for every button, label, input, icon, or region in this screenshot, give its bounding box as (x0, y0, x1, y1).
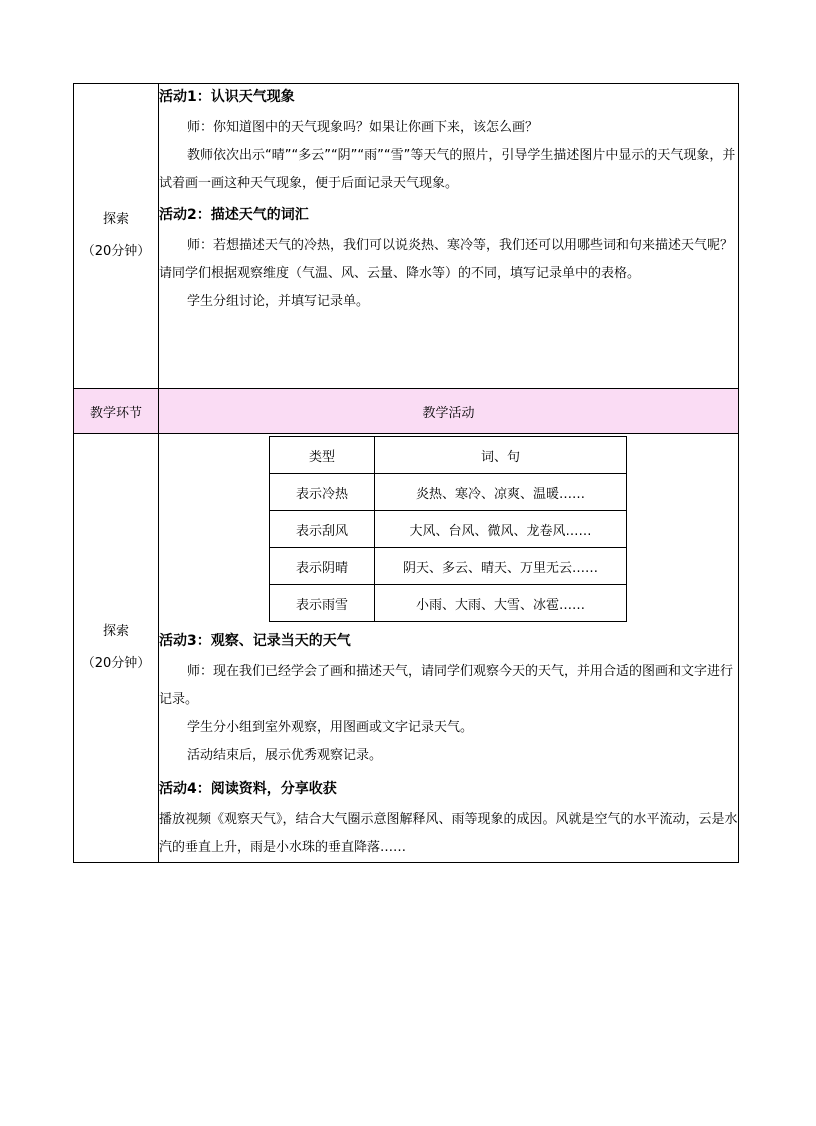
stage-cell (74, 434, 159, 863)
header-row (74, 389, 739, 434)
vocab-words: 炎热、寒冷、凉爽、温暖…… (375, 474, 627, 511)
activity3-paragraph: 师：现在我们已经学会了画和描述天气，请同学们观察今天的天气，并用合适的图画和文字进行记录。 (159, 664, 734, 707)
vocab-row (270, 548, 627, 585)
activity2-paragraph: 师：若想描述天气的冷热，我们可以说炎热、寒冷等，我们还可以用哪些词和句来描述天气呢？请同学们根据观察维度（气温、风、云量、降水等）的不同，填写记录单中的表格。 (159, 238, 734, 281)
vocab-type: 表示刮风 (270, 511, 375, 548)
stage-cell (74, 84, 159, 389)
lesson-plan-sheet (73, 83, 739, 863)
vocab-header-words: 词、句 (375, 437, 627, 474)
vocab-row (270, 511, 627, 548)
activity3-paragraph: 学生分小组到室外观察，用图画或文字记录天气。 (187, 720, 474, 735)
explore-row-2 (74, 434, 739, 863)
vocab-header-row (270, 437, 627, 474)
vocab-table (269, 436, 627, 622)
vocab-row (270, 585, 627, 622)
vocab-words: 大风、台风、微风、龙卷风…… (375, 511, 627, 548)
stage-title: 探索 (102, 624, 129, 639)
stage-time: （20分钟） (81, 656, 151, 671)
header-stage: 教学环节 (74, 389, 159, 434)
stage-time: （20分钟） (81, 244, 151, 259)
stage-title: 探索 (102, 212, 129, 227)
activity2-heading: 活动2：描述天气的词汇 (159, 207, 309, 223)
activity-cell (159, 434, 739, 863)
activity4-paragraph: 播放视频《观察天气》，结合大气圈示意图解释风、雨等现象的成因。风就是空气的水平流动，云是水汽的垂直上升，雨是小水珠的垂直降落…… (159, 812, 738, 855)
activity2-paragraph: 学生分组讨论，并填写记录单。 (187, 294, 370, 309)
activity4-heading: 活动4：阅读资料，分享收获 (159, 781, 337, 797)
vocab-words: 小雨、大雨、大雪、冰雹…… (375, 585, 627, 622)
vocab-row (270, 474, 627, 511)
activity1-heading: 活动1：认识天气现象 (159, 89, 295, 105)
vocab-words: 阴天、多云、晴天、万里无云…… (375, 548, 627, 585)
activity1-paragraph: 教师依次出示“晴”“多云”“阴”“雨”“雪”等天气的照片，引导学生描述图片中显示的天气现象，并试着画一画这种天气现象，便于后面记录天气现象。 (159, 148, 736, 191)
explore-row-1 (74, 84, 739, 389)
activity1-paragraph: 师：你知道图中的天气现象吗？如果让你画下来，该怎么画？ (187, 120, 539, 135)
activity-cell (159, 84, 739, 389)
lesson-table (73, 83, 739, 863)
activity3-heading: 活动3：观察、记录当天的天气 (159, 633, 351, 649)
header-activity: 教学活动 (159, 389, 739, 434)
vocab-type: 表示阴晴 (270, 548, 375, 585)
vocab-header-type: 类型 (270, 437, 375, 474)
vocab-type: 表示冷热 (270, 474, 375, 511)
vocab-type: 表示雨雪 (270, 585, 375, 622)
activity3-paragraph: 活动结束后，展示优秀观察记录。 (187, 748, 383, 763)
